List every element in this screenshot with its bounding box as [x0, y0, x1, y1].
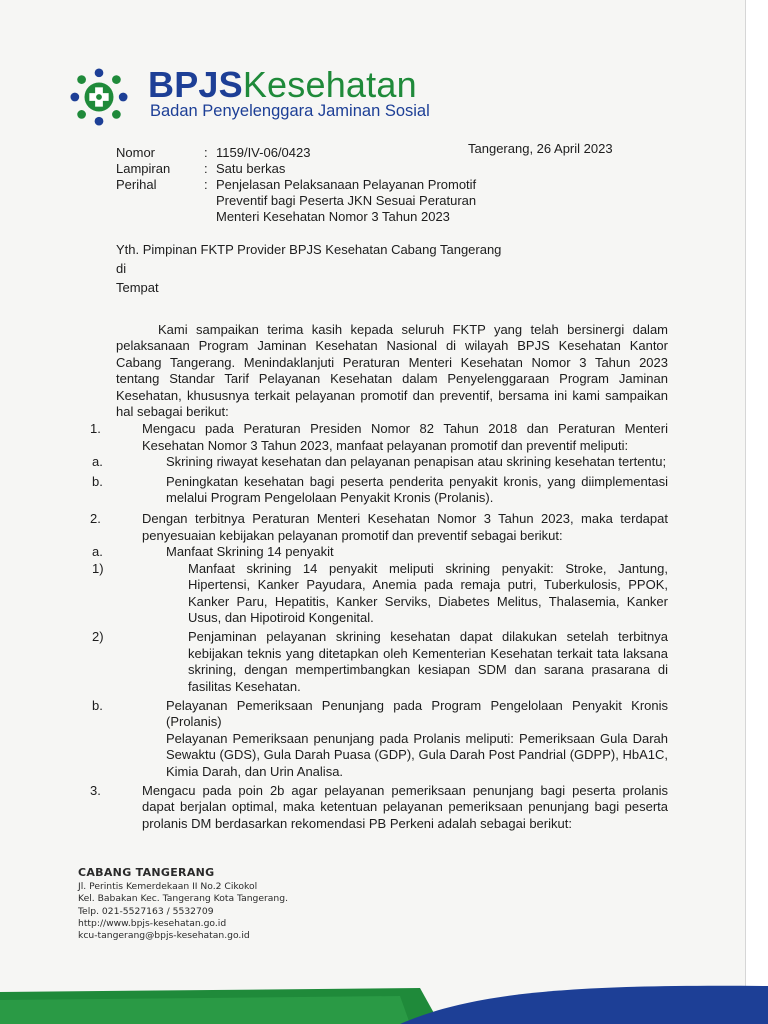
brand-tagline: Badan Penyelenggara Jaminan Sosial — [150, 102, 430, 120]
point-1-text: Mengacu pada Peraturan Presiden Nomor 82 Tahun 2018 dan Peraturan Menteri Kesehatan Nomor 3 Tahun 2023, manfaat pelayanan promotif dan preventif meliputi: — [142, 421, 668, 453]
lampiran-row — [116, 161, 516, 177]
perihal-label: Perihal — [116, 177, 157, 192]
point-2 — [90, 511, 668, 544]
point-3-number: 3. — [90, 782, 101, 798]
footer-office: CABANG TANGERANG — [78, 866, 215, 879]
footer-contact — [78, 866, 288, 942]
lampiran-colon: : — [204, 161, 208, 176]
perihal-row — [116, 177, 516, 225]
footer-email[interactable]: kcu-tangerang@bpjs-kesehatan.go.id — [78, 930, 250, 942]
intro-paragraph: Kami sampaikan terima kasih kepada seluruh FKTP yang telah bersinergi dalam pelaksanaan Program Jaminan Kesehatan Nasional di wilayah BPJS Kesehatan Kantor Cabang Tangerang. Menindaklanjuti Peraturan Menteri Kesehatan Nomor 3 Tahun 2023 tentang Standar Tarif Pelayanan Kesehatan dalam Penyelenggaraan Program Jaminan Kesehatan, khususnya terkait pelayanan promotif dan preventif, bersama ini kami sampaikan hal sebagai berikut: — [116, 322, 668, 420]
point-2a-2 — [92, 629, 668, 695]
point-1a-text: Skrining riwayat kesehatan dan pelayanan penapisan atau skrining kesehatan tertentu; — [166, 454, 667, 470]
letter-body — [90, 322, 668, 832]
recipient-block — [116, 240, 501, 297]
point-2a-2-number: 2) — [92, 629, 104, 645]
point-2a-2-text: Penjaminan pelayanan skrining kesehatan dapat dilakukan setelah terbitnya kebijakan teknis yang ditetapkan oleh Kementerian Kesehatan terkait tata laksana skrining, dengan mempertimbangkan kesiapan SDM dan sarana prasarana di fasilitas Kesehatan. — [188, 629, 668, 694]
brand-name — [148, 64, 417, 106]
point-2b-detail: Pelayanan Pemeriksaan penunjang pada Prolanis meliputi: Pemeriksaan Gula Darah Sewaktu (GDS), Gula Darah Puasa (GDP), Gula Darah Post Pandrial (GDPP), HbA1C, Kimia Darah, dan Urin Analisa. — [166, 730, 668, 779]
lampiran-value: Satu berkas — [216, 161, 286, 176]
point-2a-1 — [92, 560, 668, 627]
nomor-colon: : — [204, 145, 208, 160]
recipient-di: di — [116, 261, 127, 276]
point-1-number: 1. — [90, 421, 101, 437]
brand-bpjs: BPJS — [148, 64, 243, 105]
point-2b — [92, 697, 668, 731]
letter-date: Tangerang, 26 April 2023 — [468, 141, 613, 156]
point-1b-letter: b. — [92, 473, 103, 489]
point-3-text: Mengacu pada poin 2b agar pelayanan pemeriksaan penunjang bagi peserta prolanis dapat berjalan optimal, maka ketentuan pelayanan pemeriksaan penunjang bagi peserta prolanis DM berdasarkan rekomendasi PB Perkeni adalah sebagai berikut: — [142, 782, 668, 831]
point-1 — [90, 421, 668, 454]
point-1a — [92, 454, 668, 470]
footer-website[interactable]: http://www.bpjs-kesehatan.go.id — [78, 917, 227, 929]
nomor-row — [116, 145, 516, 161]
point-2a-text: Manfaat Skrining 14 penyakit — [166, 544, 334, 560]
point-2-number: 2. — [90, 511, 101, 527]
point-2b-text: Pelayanan Pemeriksaan Penunjang pada Program Pengelolaan Penyakit Kronis (Prolanis) — [166, 697, 668, 730]
bpjs-logo — [70, 64, 430, 124]
nomor-value: 1159/IV-06/0423 — [216, 145, 311, 160]
perihal-value: Penjelasan Pelaksanaan Pelayanan Promotif Preventif bagi Peserta JKN Sesuai Peraturan Menteri Kesehatan Nomor 3 Tahun 2023 — [216, 177, 477, 224]
point-2a-letter: a. — [92, 544, 103, 560]
point-2b-letter: b. — [92, 697, 103, 713]
bpjs-logo-icon — [70, 68, 128, 126]
point-2a — [92, 544, 668, 560]
footer-address-1: Jl. Perintis Kemerdekaan II No.2 Cikokol — [78, 881, 258, 892]
recipient-tempat: Tempat — [116, 280, 159, 295]
recipient-line: Yth. Pimpinan FKTP Provider BPJS Kesehatan Cabang Tangerang — [116, 242, 502, 257]
brand-kesehatan: Kesehatan — [242, 64, 417, 105]
lampiran-label: Lampiran — [116, 161, 171, 176]
perihal-colon: : — [204, 177, 208, 192]
footer-band — [0, 984, 768, 1024]
point-1a-letter: a. — [92, 454, 103, 470]
point-2a-1-number: 1) — [92, 560, 104, 576]
point-1b — [92, 473, 668, 507]
nomor-label: Nomor — [116, 145, 156, 160]
point-2-text: Dengan terbitnya Peraturan Menteri Kesehatan Nomor 3 Tahun 2023, maka terdapat penyesuaian kebijakan pelayanan promotif dan preventif sebagai berikut: — [142, 511, 668, 543]
point-3 — [90, 782, 668, 832]
point-1b-text: Peningkatan kesehatan bagi peserta penderita penyakit kronis, yang diimplementasi melalui Program Pengelolaan Penyakit Kronis (Prolanis). — [166, 473, 668, 506]
footer-phone: Telp. 021-5527163 / 5532709 — [78, 905, 214, 917]
footer-address-2: Kel. Babakan Kec. Tangerang Kota Tangerang. — [78, 893, 289, 905]
point-2a-1-text: Manfaat skrining 14 penyakit meliputi skrining penyakit: Stroke, Jantung, Hipertensi, Kanker Payudara, Anemia pada remaja putri, Tuberkulosis, PPOK, Kanker Paru, Hepatitis, Kanker Serviks, Diabetes Melitus, Thalasemia, Kanker Usus, dan Hipotiroid Kongenital. — [188, 560, 668, 625]
page-edge — [745, 0, 768, 1024]
